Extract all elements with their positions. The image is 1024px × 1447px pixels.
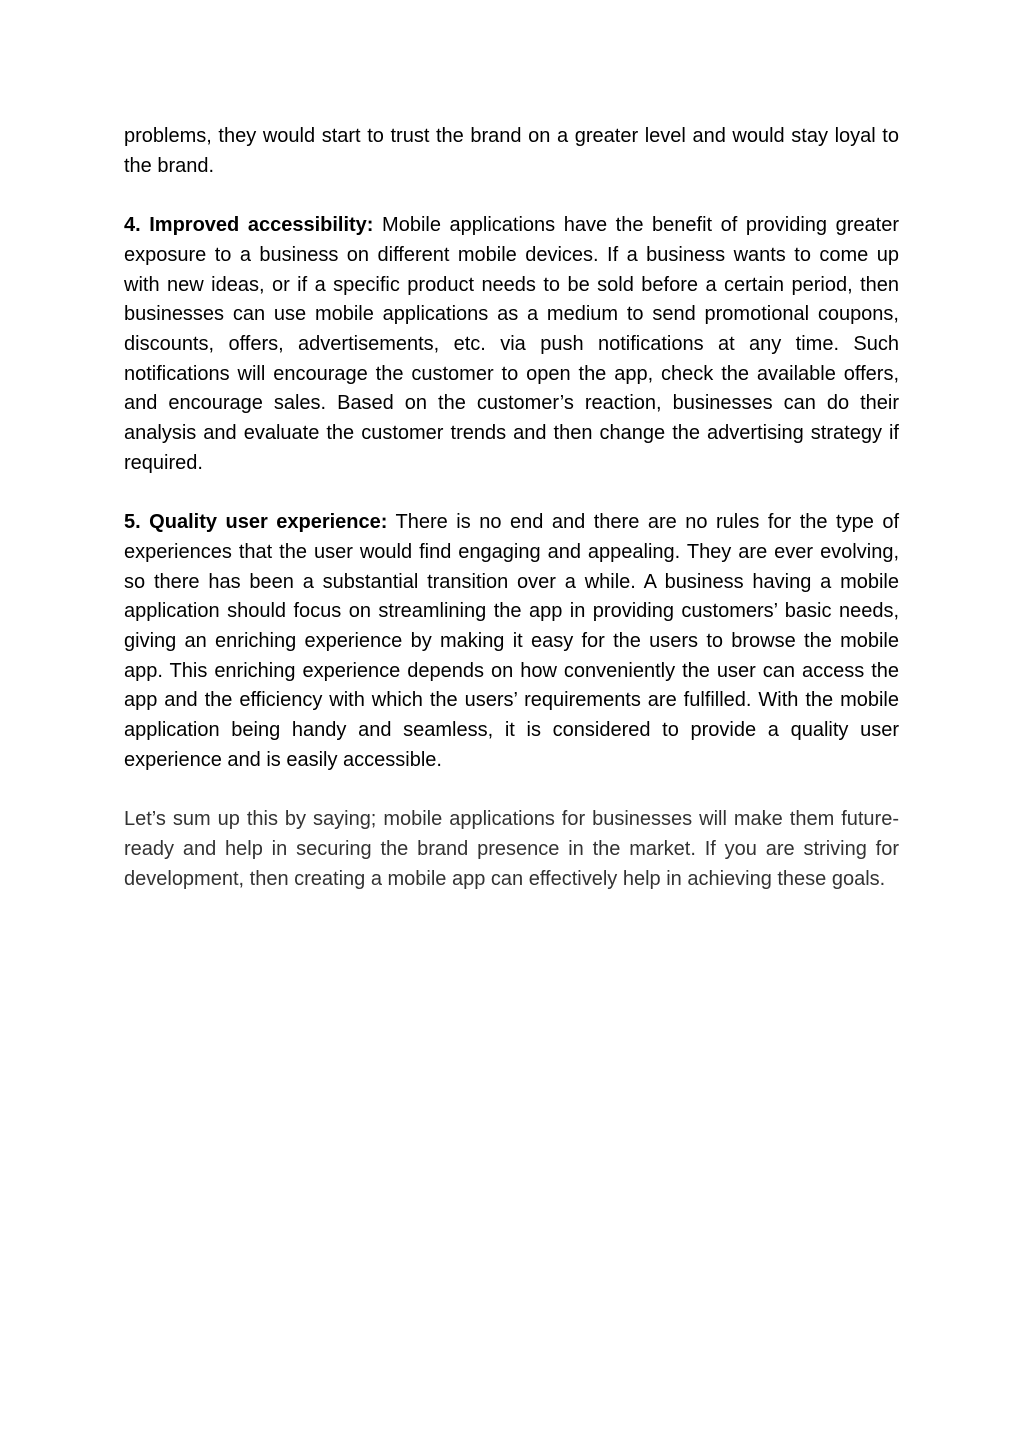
paragraph-summary — [124, 805, 899, 894]
document-page — [124, 122, 899, 924]
paragraph-brand-loyalty — [124, 122, 899, 181]
paragraph-text: There is no end and there are no rules for the type of experiences that the user would find engaging and appealing. They are ever evolving, so there has been a substantial transition over a while. A business having a mobile application should focus on streamlining the app in providing customers’ basic needs, giving an enriching experience by making it easy for the users to browse the mobile app. This enriching experience depends on how conveniently the user can access the app and the efficiency with which the users’ requirements are fulfilled. With the mobile application being handy and seamless, it is considered to provide a quality user experience and is easily accessible. — [124, 511, 899, 771]
paragraph-text: problems, they would start to trust the brand on a greater level and would stay loyal to the brand. — [124, 125, 899, 177]
section-heading: 4. Improved accessibility: — [124, 214, 374, 237]
paragraph-text: Let’s sum up this by saying; mobile applications for businesses will make them future-ready and help in securing the brand presence in the market. If you are striving for development, then creating a mobile app can effectively help in achieving these goals. — [124, 808, 899, 890]
section-heading: 5. Quality user experience: — [124, 511, 388, 534]
paragraph-improved-accessibility — [124, 211, 899, 478]
paragraph-text: Mobile applications have the benefit of providing greater exposure to a business on different mobile devices. If a business wants to come up with new ideas, or if a specific product needs to be sold before a certain period, then businesses can use mobile applications as a medium to send promotional coupons, discounts, offers, advertisements, etc. via push notifications at any time. Such notifications will encourage the customer to open the app, check the available offers, and encourage sales. Based on the customer’s reaction, businesses can do their analysis and evaluate the customer trends and then change the advertising strategy if required. — [124, 214, 899, 474]
paragraph-quality-user-experience — [124, 508, 899, 775]
